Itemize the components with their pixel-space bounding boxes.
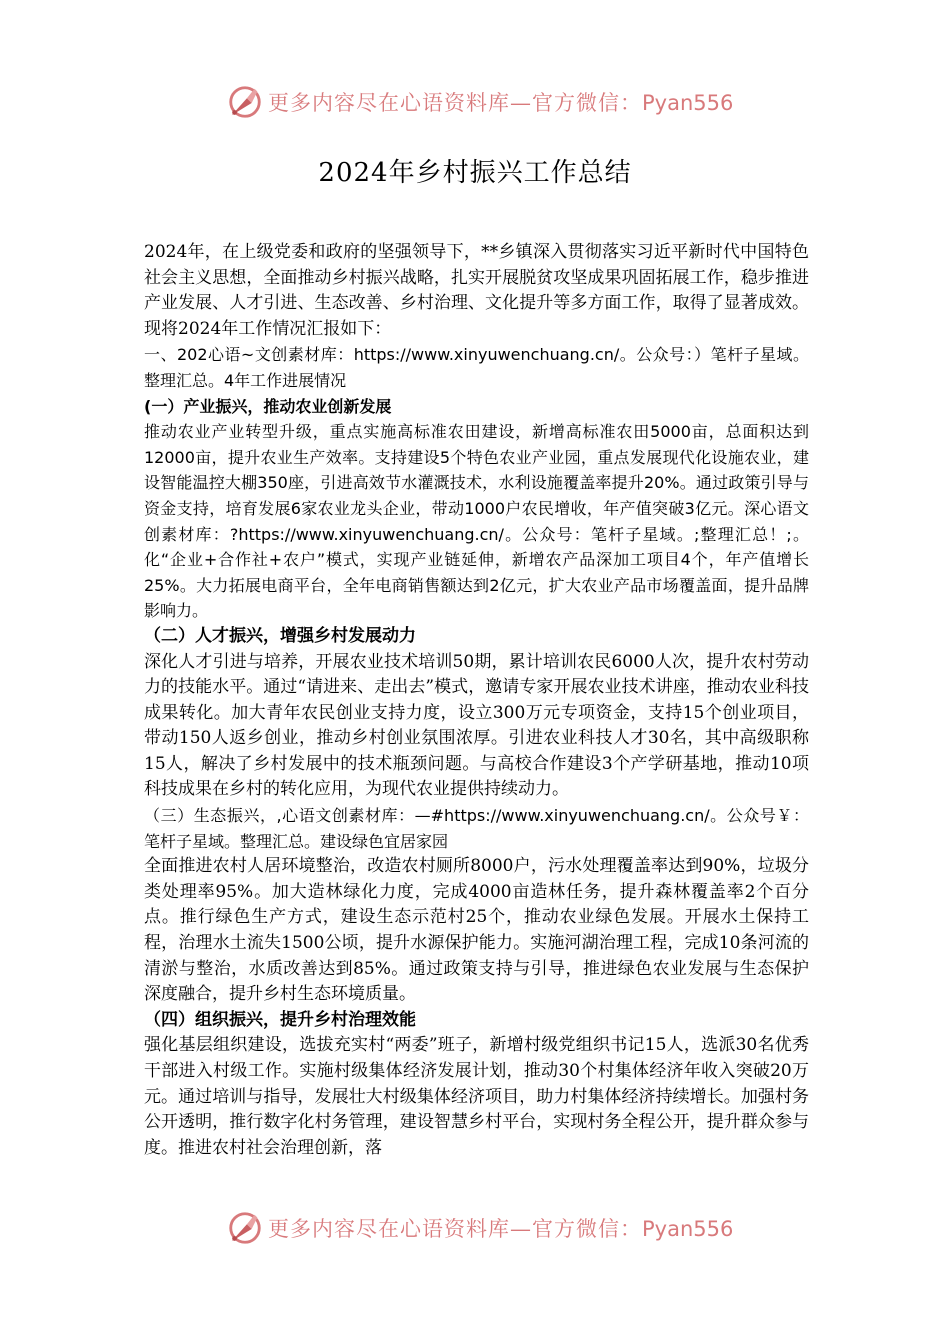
brush-pen-logo-icon	[226, 83, 264, 121]
section-heading: 一、202心语~文创素材库：https://www.xinyuwenchuang.cn/。公众号：）笔杆子星域。整理汇总。4年工作进展情况	[144, 345, 809, 390]
sec4-heading: （四）组织振兴，提升乡村治理效能	[144, 1009, 416, 1030]
footer-banner	[226, 1208, 746, 1248]
banner-text: 更多内容尽在心语资料库—官方微信：Pyan556	[268, 91, 734, 115]
intro-paragraph: 2024年，在上级党委和政府的坚强领导下，**乡镇深入贯彻落实习近平新时代中国特色社会主义思想，全面推动乡村振兴战略，扎实开展脱贫攻坚成果巩固拓展工作，稳步推进产业发展、人才引进、生态改善、乡村治理、文化提升等多方面工作，取得了显著成效。现将2024年工作情况汇报如下：	[144, 242, 809, 339]
document-title: 2024年乡村振兴工作总结	[318, 158, 632, 188]
sec3-heading: （三）生态振兴，,心语文创素材库：—#https://www.xinyuwenchuang.cn/。公众号￥：笔杆子星域。整理汇总。建设绿色宜居家园	[144, 806, 809, 851]
sec4-body: 强化基层组织建设，选拔充实村“两委”班子，新增村级党组织书记15人，选派30名优秀干部进入村级工作。实施村级集体经济发展计划，推动30个村集体经济年收入突破20万元。通过培训与指导，发展壮大村级集体经济项目，助力村集体经济持续增长。加强村务公开透明，推行数字化村务管理，建设智慧乡村平台，实现村务全程公开，提升群众参与度。推进农村社会治理创新，落	[144, 1035, 809, 1158]
wechat-id: Pyan556	[642, 91, 734, 115]
sec2-heading: （二）人才振兴，增强乡村发展动力	[144, 625, 416, 646]
sec1-heading: (一）产业振兴，推动农业创新发展	[144, 396, 392, 416]
wechat-id: Pyan556	[642, 1217, 734, 1241]
banner-text: 更多内容尽在心语资料库—官方微信：Pyan556	[268, 1217, 734, 1241]
sec3-body: 全面推进农村人居环境整治，改造农村厕所8000户，污水处理覆盖率达到90%，垃圾分类处理率95%。加大造林绿化力度，完成4000亩造林任务，提升森林覆盖率2个百分点。推行绿色生产方式，建设生态示范村25个，推动农业绿色发展。开展水土保持工程，治理水土流失1500公顷，提升水源保护能力。实施河湖治理工程，完成10条河流的清淤与整治，水质改善达到85%。通过政策支持与引导，推进绿色农业发展与生态保护深度融合，提升乡村生态环境质量。	[144, 856, 809, 1005]
header-banner	[226, 82, 746, 122]
sec1-body: 推动农业产业转型升级，重点实施高标准农田建设，新增高标准农田5000亩，总面积达到12000亩，提升农业生产效率。支持建设5个特色农业产业园，重点发展现代化设施农业，建设智能温控大棚350座，引进高效节水灌溉技术，水利设施覆盖率提升20%。通过政策引导与资金支持，培育发展6家农业龙头企业，带动1000户农民增收，年产值突破3亿元。深心语文创素材库：?https://www.xinyuwenchuang.cn/。公众号：笔杆子星域。;整理汇总！;。化“企业+合作社+农户”模式，实现产业链延伸，新增农产品深加工项目4个，年产值增长25%。大力拓展电商平台，全年电商销售额达到2亿元，扩大农业产品市场覆盖面，提升品牌影响力。	[144, 422, 809, 621]
brush-pen-logo-icon	[226, 1209, 264, 1247]
sec2-body: 深化人才引进与培养，开展农业技术培训50期，累计培训农民6000人次，提升农村劳动力的技能水平。通过“请进来、走出去”模式，邀请专家开展农业技术讲座，推动农业科技成果转化。加大青年农民创业支持力度，设立300万元专项资金，支持15个创业项目，带动150人返乡创业，推动乡村创业氛围浓厚。引进农业科技人才30名，其中高级职称15人，解决了乡村发展中的技术瓶颈问题。与高校合作建设3个产学研基地，推动10项科技成果在乡村的转化应用，为现代农业提供持续动力。	[144, 651, 809, 800]
document-body	[144, 240, 809, 1161]
